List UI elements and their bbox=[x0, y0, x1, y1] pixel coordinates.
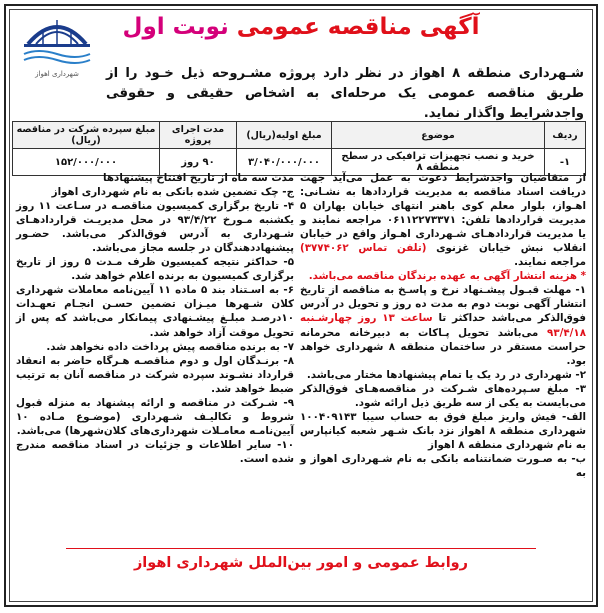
cell-initial-amount: ۳/۰۴۰/۰۰۰/۰۰۰ bbox=[237, 149, 332, 176]
clause-10: ۱۰- سایر اطلاعات و جزئیات در اسناد مناقصه مندرج شده است. bbox=[16, 438, 294, 465]
bridge-logo-icon bbox=[18, 8, 96, 68]
logo-caption: شهرداری اهواز bbox=[35, 70, 79, 78]
clause-4: ۴- تاریخ برگزاری کمیسیون مناقصـه در سـاعت ۱۱ روز یکشنبه مـورخ ۹۳/۴/۲۲ در محل مدیریـت قراردادهـای شـهرداری به آدرس فوق‌الذکر می‌باشد. حضـور پیشنهاددهندگان در جلسه مجاز می‌باشد. bbox=[16, 200, 294, 255]
publication-cost-note: * هزینه انتشار آگهی به عهده برندگان مناقصه می‌باشد. bbox=[308, 270, 586, 283]
body-columns bbox=[16, 171, 586, 533]
col-header-initial-amount: مبلغ اولیه(ریال) bbox=[237, 122, 332, 149]
deadline-text-end: می‌باشد تحویل پـاکات به دبیرخانه محرمانه حراست مستقر در ساختمان منطقه ۸ شهرداری خواهد بود. bbox=[300, 326, 586, 367]
col-header-deposit: مبلغ سپرده شرکت در مناقصه (ریال) bbox=[13, 122, 160, 149]
col-header-row-number: ردیف bbox=[545, 122, 586, 149]
deadline-text: ۱- مهلت قبـول پیشـنهاد نرخ و پاسـخ به مناقصه از تاریخ انتشار آگهی نوبت دوم به مدت ده روز و تحویل در آدرس فوق‌الذکر می‌باشد حداکثر تا bbox=[300, 284, 586, 325]
col-header-subject: موضوع bbox=[332, 122, 545, 149]
clause-5: ۵- حداکثر نتیجه کمیسیون ظرف مـدت ۵ روز از تاریخ برگزاری کمیسیون به برنده اعلام خواهد شد. bbox=[16, 256, 294, 283]
contact-phone: (تلفن تماس ۳۷۷۴۰۶۲) bbox=[300, 242, 427, 255]
clause-3: ۳- مبلغ سـپرده‌های شـرکت در مناقصه‌هـای فوق‌الذکر می‌بایست به یکی از سه طریق ذیل ارائه شود. bbox=[300, 382, 586, 409]
footer-signature: روابط عمومی و امور بین‌الملل شهرداری اهواز bbox=[133, 555, 469, 571]
clause-8: ۸- برنـدگان اول و دوم مناقصـه هـرگاه حاضر به انعقاد قرارداد نشـوند سپرده شرکت در مناقصه آنان به ترتیب ضبط خواهد شد. bbox=[16, 354, 294, 395]
clause-3c: ج- چک تضمین شده بانکی به نام شهرداری اهواز bbox=[51, 186, 294, 199]
deadline-time: ساعت ۱۳ روز چهارشـنبه ۹۳/۴/۱۸ bbox=[300, 312, 586, 339]
invitation-end: مراجعه نمایند. bbox=[514, 256, 586, 269]
title-round: نوبت اول bbox=[122, 14, 229, 40]
clause-7: ۷- به برنده مناقصه پیش پرداخت داده نخواهد شد. bbox=[46, 340, 294, 353]
title-main: آگهی مناقصه عمومی bbox=[236, 14, 480, 40]
right-p1 bbox=[300, 171, 586, 269]
right-column bbox=[300, 171, 586, 533]
clause-9: ۹- شـرکت در مناقصه و ارائه پیشنهاد به منزله قبول شروط و تکالیـف شـهرداری (موضـوع مـاده ۱۰ آیین‌نامـه معامـلات شهرداری‌های کلان‌شهرها) می‌باشد. bbox=[16, 396, 294, 437]
clause-6: ۶- به اسـتناد بند ۵ ماده ۱۱ آیین‌نامه معاملات شهرداری کلان شـهرها میـزان تضمین حسـن انجـام تعهـدات ۱۰درصـد مبلـغ پیشـنهادی پیمانکار می‌باشد که پس از تحویل موقت آزاد خواهد شد. bbox=[16, 284, 294, 339]
clause-2: ۲- شهرداری در رد یک یا تمام پیشنهادها مختار می‌باشد. bbox=[306, 368, 586, 381]
advertisement-frame bbox=[4, 4, 598, 607]
left-column bbox=[16, 171, 294, 533]
col-header-duration: مدت اجرای پروژه bbox=[160, 122, 237, 149]
cell-subject: خرید و نصب تجهیزات ترافیکی در سطح منطقه ۸ bbox=[332, 149, 545, 176]
invitation-text: از متقاضیان واجدشرایط دعوت به عمل می‌آید جهت دریافت اسناد مناقصه به مدیریت قراردادها به نشـانی: اهـواز، بلوار معلم کوی باهنر انتهای خیابان بهاران ۵ مدیریت قراردادها تلفن: ۰۶۱۱۲۲۷۳۳۷۱ مراجعه نمایند و یا مدیریت قراردادهـای شـهرداری اهـواز واقع در خیابان انقلاب نبش خیابان غزنوی bbox=[300, 172, 586, 255]
tender-table bbox=[12, 121, 586, 176]
footer-divider bbox=[66, 548, 536, 549]
municipality-logo bbox=[18, 8, 96, 78]
table-header-row bbox=[13, 122, 586, 149]
cell-duration: ۹۰ روز bbox=[160, 149, 237, 176]
cell-row-number: ۱- bbox=[545, 149, 586, 176]
cell-deposit: ۱۵۲/۰۰۰/۰۰۰ bbox=[13, 149, 160, 176]
clause-3b-cont: مدت سه ماه از تاریخ افتتاح پیشنهادها bbox=[103, 172, 294, 184]
intro-paragraph: شـهرداری منطقه ۸ اهواز در نظر دارد پروژه مشـروحه ذیل خـود را از طریق مناقصه عمومی یک مرحله‌ای به اشخاص حقیقی و حقوقی واجدشرایط واگذار نماید. bbox=[106, 66, 584, 121]
clause-3a: الف- فیش واریز مبلغ فوق به حساب سیبا ۱۰۰۴۰۹۱۴۳ شهرداری منطقه ۸ اهواز نزد بانک شـهر شعبه کیانپارس به نام شهرداری منطقه ۸ اهواز bbox=[300, 410, 586, 451]
right-p3 bbox=[300, 283, 586, 367]
clause-3b: ب- به صـورت ضمانتنامه بانکی به نام شـهرداری اهواز و به bbox=[300, 452, 586, 479]
